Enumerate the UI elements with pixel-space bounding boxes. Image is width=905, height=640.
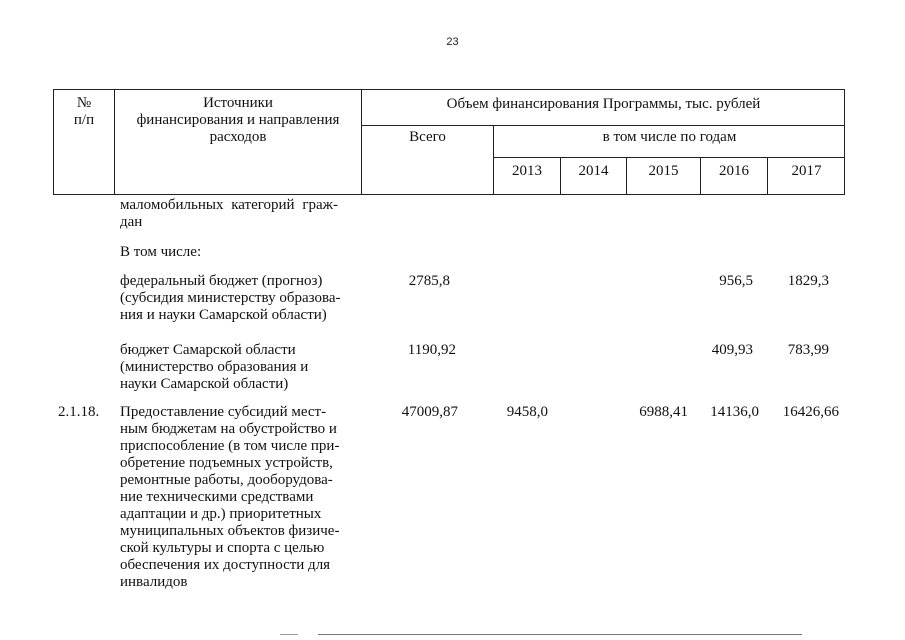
- header-col-number: № п/п: [73, 95, 95, 128]
- row-description: Предоставление субсидий мест- ным бюджетам на обустройство и приспособление (в том числе при- обретение подъемных устройств, ремонтные работы, дооборудова- ние техническими средствами адаптации и др.) приоритетных муниципальных объектов физиче- ской культуры и спорта с целью обеспечения их доступности для инвалидов: [120, 404, 340, 590]
- row-value-2016: 956,5: [719, 273, 753, 289]
- header-year: 2014: [578, 163, 609, 179]
- row-description: маломобильных категорий граж- дан: [120, 197, 339, 230]
- header-col-sources: Источники финансирования и направления расходов: [136, 95, 340, 145]
- page-number: 23: [446, 36, 459, 48]
- row-value-2013: 9458,0: [506, 404, 548, 420]
- header-year: 2016: [719, 163, 749, 179]
- row-value-2016: 409,93: [711, 342, 753, 358]
- row-value-2015: 6988,41: [639, 404, 688, 420]
- header-divider: [361, 125, 845, 126]
- row-total: 2785,8: [408, 273, 450, 289]
- header-col-by-years: в том числе по годам: [602, 129, 737, 145]
- row-value-2017: 783,99: [787, 342, 829, 358]
- footer-divider: [318, 634, 802, 635]
- header-year: 2013: [512, 163, 542, 179]
- row-total: 1190,92: [407, 342, 456, 358]
- row-description: В том числе:: [120, 244, 202, 260]
- header-col-total: Всего: [409, 129, 446, 145]
- header-year: 2017: [791, 163, 822, 179]
- row-value-2017: 1829,3: [787, 273, 829, 289]
- header-col-volume: Объем финансирования Программы, тыс. рублей: [446, 96, 761, 112]
- row-value-2016: 14136,0: [710, 404, 759, 420]
- header-year: 2015: [648, 163, 679, 179]
- row-total: 47009,87: [401, 404, 458, 420]
- header-divider: [493, 157, 845, 158]
- row-value-2017: 16426,66: [782, 404, 839, 420]
- row-description: федеральный бюджет (прогноз) (субсидия министерству образова- ния и науки Самарской области): [120, 273, 341, 323]
- footer-divider: [280, 634, 298, 635]
- row-description: бюджет Самарской области (министерство образования и науки Самарской области): [120, 342, 309, 392]
- row-number: 2.1.18.: [58, 404, 100, 420]
